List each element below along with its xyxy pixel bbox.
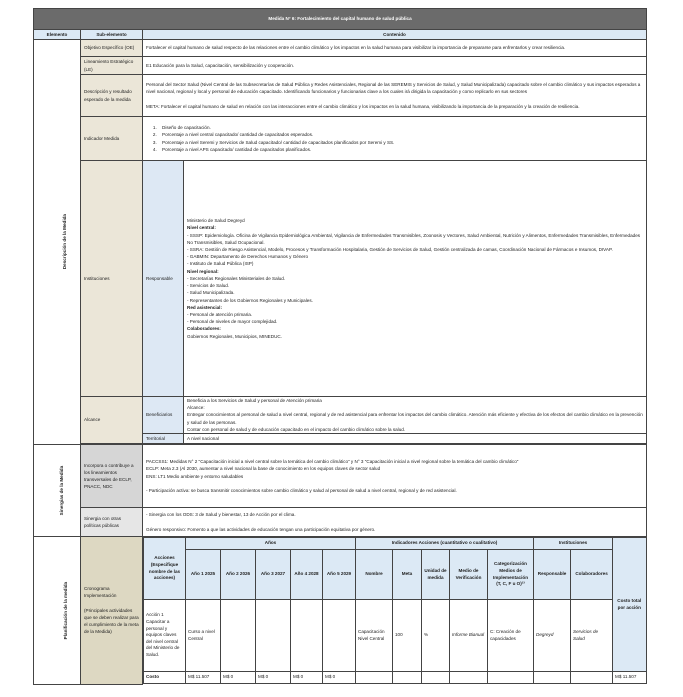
sinergia2-content <box>143 508 647 537</box>
h-responsable: Responsable <box>534 550 571 600</box>
h-indicadores: Indicadores Acciones (cuantitativo o cualitativo) <box>356 538 534 550</box>
instituciones-line: - Personal de atención primaria. <box>187 311 253 317</box>
instituciones-line: Nivel regional: <box>187 268 219 274</box>
instituciones-line: Ministerio de Salud Degreyd <box>187 218 245 224</box>
beneficiarios-line: Entregar conocimientos al personal de salud a nivel central, regional y de red asistencial para enfrentar los impactos del cambio climático. Atención más eficiente y efectiva de los efectos del cambio climático en la prevención y salud de las personas. <box>187 412 643 425</box>
instituciones-line: - Salud Municipalizada. <box>187 290 235 296</box>
h-year: Año 4 2028 <box>291 550 323 600</box>
table-title: Medida N° 6: Fortalecimiento del capital humano de salud pública <box>34 9 647 30</box>
beneficiarios-line: Beneficia a los Servicios de Salud y personal de Atención primaria <box>187 398 322 403</box>
empty-cell <box>256 600 291 672</box>
section-descripcion: Descripción de la Medida <box>34 40 81 445</box>
desc-meta: META: Fortalecer el capital humano de salud en relación con las interacciones entre el cambio climático y los impactos en la salud humana, visibilizando la importancia de la preparación y la creación de resiliencia. <box>146 103 580 109</box>
plan-label-cell <box>81 537 143 685</box>
instituciones-line: - Personal de niveles de mayor complejidad. <box>187 319 278 325</box>
indicador-item: 4. Porcentaje a nivel APS capacitado/ cantidad de capacitados planificados. <box>158 146 643 153</box>
h-acciones: Acciones (Especifique nombre de las acciones) <box>144 538 186 600</box>
instituciones-line: - Secretarías Regionales Ministeriales de Salud. <box>187 275 286 281</box>
accion-text: Acción 1 Capacitar a personal y equipos claves del nivel central del Ministerio de Salud. <box>144 600 186 672</box>
cronograma-note: (Principales actividades que se deben realizar para el cumplimiento de la meta de la Medida) <box>84 607 139 635</box>
instituciones-line: Colaboradores: <box>187 326 221 332</box>
instituciones-line: Red asistencial: <box>187 304 222 310</box>
beneficiarios-line: Alcance: <box>187 405 205 411</box>
beneficiarios-label: Beneficiarios <box>143 397 184 434</box>
plan-table-cell <box>143 537 647 685</box>
costo-year: M$ 0 <box>256 672 291 684</box>
sinergia1-line: ECLP: Meta 2.3 (Al 2030, aumentar a nivel nacional la base de conocimiento en los equipos claves de sector salud <box>146 466 381 472</box>
inst-responsable: Degreyd <box>534 600 571 672</box>
indicador-content <box>143 117 647 161</box>
empty-cell <box>422 672 450 684</box>
desc-text: Personal del Sector Salud (Nivel Central de las Subsecretarías de Salud Pública y Redes Asistenciales, Regional de las SEREMIS y Servicios de Salud, y Salud Municipalizada) capacitado sobre el cambio climático y sus impactos esperados a nivel nacional, regional y local y personal de educación capacitado. Identificando funcionarios y funcionarias clave a los cuales irá dirigida la capacitación y como replicarlo en sus sectores <box>146 82 641 95</box>
h-instituciones: Instituciones <box>534 538 613 550</box>
instituciones-line: - Servicios de Salud. <box>187 283 230 289</box>
instituciones-label: Instituciones <box>81 161 143 397</box>
sinergia2-extra: Género responsivo: Fomento a que las actividades de educación tengan una participación equitativa por género. <box>146 526 376 532</box>
plan-table <box>143 537 647 684</box>
empty-cell <box>221 600 256 672</box>
sinergia1-label: Incorpora o contribuye a los lineamientos transversales de ECLP, PNACC, NDC <box>81 445 143 508</box>
instituciones-line: - Instituto de Salud Pública (ISP) <box>187 261 254 267</box>
instituciones-line: Nivel central: <box>187 225 216 231</box>
h-year: Año 1 2025 <box>186 550 221 600</box>
instituciones-line: - Representantes de los Gobiernos Regionales y Municipales. <box>187 297 313 303</box>
empty-cell <box>534 672 571 684</box>
indicador-label: Indicador Medida <box>81 117 143 161</box>
empty-cell <box>571 672 613 684</box>
h-categ: Categorización Medios de Implementación (T, C, F u O)¹³ <box>488 550 534 600</box>
oe-label: Objetivo Específico (OE) <box>81 40 143 57</box>
instituciones-line: Gobiernos Regionales, Municipios, MINEDUC. <box>187 333 282 339</box>
empty-cell <box>291 600 323 672</box>
instituciones-line: - GABMIN: Departamento de Derechos Humanos y Género <box>187 254 309 260</box>
header-elemento: Elemento <box>34 30 81 40</box>
measure-table <box>33 8 647 685</box>
sinergia1-extra: - Participación activa: se busca transmitir conocimientos sobre cambio climático y salud al personal de salud a nivel central, regional y de red asistencial. <box>146 487 457 493</box>
desc-content <box>143 75 647 117</box>
sinergia2-label: Sinergia con otras políticas públicas <box>81 508 143 537</box>
h-nombre: Nombre <box>356 550 393 600</box>
costo-year: M$ 0 <box>291 672 323 684</box>
h-year: Año 2 2026 <box>221 550 256 600</box>
section-sinergias: Sinergias de la Medida <box>34 445 81 537</box>
le-text: E1 Educación para la Salud, capacitación, sensibilización y cooperación. <box>143 57 647 75</box>
le-label: Lineamiento Estratégico (LE) <box>81 57 143 75</box>
h-unidad: Unidad de medida <box>422 550 450 600</box>
indicador-item: 1. Diseño de capacitación. <box>158 124 643 131</box>
empty-cell <box>323 600 356 672</box>
sinergia1-line: PACCSS1: Medidas N° 2 "Capacitación inicial a nivel central sobre la temática del cambio climático" y N° 3 "Capacitación inicial a nivel regional sobre la temática del cambio climático" <box>146 459 519 465</box>
alcance-label: Alcance <box>81 397 143 444</box>
costo-year: M$ 11.507 <box>186 672 221 684</box>
inst-colaboradores: Servicios de Salud <box>571 600 613 672</box>
sinergia1-line: ENS: LT1 Medio ambiente y entorno saludables <box>146 473 244 479</box>
costo-year: M$ 0 <box>221 672 256 684</box>
costo-year: M$ 0 <box>323 672 356 684</box>
cronograma-label: Cronograma Implementación <box>84 586 117 599</box>
desc-label: Descripción y resultado esperado de la medida <box>81 75 143 117</box>
oe-text: Fortalecer el capital humano de salud respecto de las relaciones entre el cambio climático y los impactos en la salud humana para visibilizar la importancia de prepararse para enfrentarlos y crear resiliencia. <box>143 40 647 57</box>
ind-categ: C: Creación de capacidades <box>488 600 534 672</box>
h-year: Año 3 2027 <box>256 550 291 600</box>
instituciones-line: - SSRA: Gestión de Riesgo Asistencial, Modelo, Procesos y Transformación Hospitalaria, Gestión de Servicios de Salud, Gestión centralizada de camas, Coordinación Nacional de Fármacos e Insumos, DIVAP. <box>187 247 613 253</box>
empty-cell <box>450 672 488 684</box>
section-planificacion: Planificación de la medida <box>34 537 81 685</box>
h-meta: Meta <box>393 550 422 600</box>
indicador-item: 3. Porcentaje a nivel Seremi y Servicios de Salud capacitado/ cantidad de capacitados planificados por Seremi y SS. <box>158 139 643 146</box>
territorial-text: A nivel nacional <box>184 434 647 444</box>
ind-unidad: % <box>422 600 450 672</box>
costo-total: M$ 11.507 <box>613 672 646 684</box>
instituciones-content <box>184 161 647 397</box>
costo-label: Costo <box>144 672 186 684</box>
year1-activity: Curso a nivel Central <box>186 600 221 672</box>
h-year: Año 5 2029 <box>323 550 356 600</box>
empty-cell <box>393 672 422 684</box>
h-anos: Años <box>186 538 356 550</box>
ind-meta: 100 <box>393 600 422 672</box>
ind-nombre: Capacitación Nivel Central <box>356 600 393 672</box>
header-contenido: Contenido <box>143 30 647 40</box>
indicador-item: 2. Porcentaje a nivel central capacitado/ cantidad de capacitados esperados. <box>158 131 643 138</box>
ind-medio: Informe Bianual <box>450 600 488 672</box>
empty-cell <box>356 672 393 684</box>
empty-cell <box>488 672 534 684</box>
sinergia1-content <box>143 445 647 508</box>
header-sub-elemento: Sub-elemento <box>81 30 143 40</box>
beneficiarios-content <box>184 397 647 434</box>
beneficiarios-line: Contar con personal de salud y de educación capacitado en el impacto del cambio climático sobre la salud. <box>187 426 406 432</box>
responsable-label: Responsable <box>143 161 184 397</box>
sinergia2-line: - Sinergia con los ODS: 3 de Salud y bienestar, 13 de Acción por el clima. <box>146 512 296 518</box>
h-colaboradores: Colaboradores <box>571 550 613 600</box>
h-costo: Costo total por acción <box>613 538 646 672</box>
h-medio: Medio de Verificación <box>450 550 488 600</box>
instituciones-line: - SSSP: Epidemiología. Oficina de Vigilancia Epidemiológica Ambiental, Vigilancia de Enfermedades Transmisibles, Zoonosis y Vectores, Salud Ambiental, Nutrición y Alimentos, Enfermedades Transmisibles, Enfermedades No Transmisibles, Salud Ocupacional. <box>187 232 641 245</box>
territorial-label: Territorial <box>143 434 184 444</box>
